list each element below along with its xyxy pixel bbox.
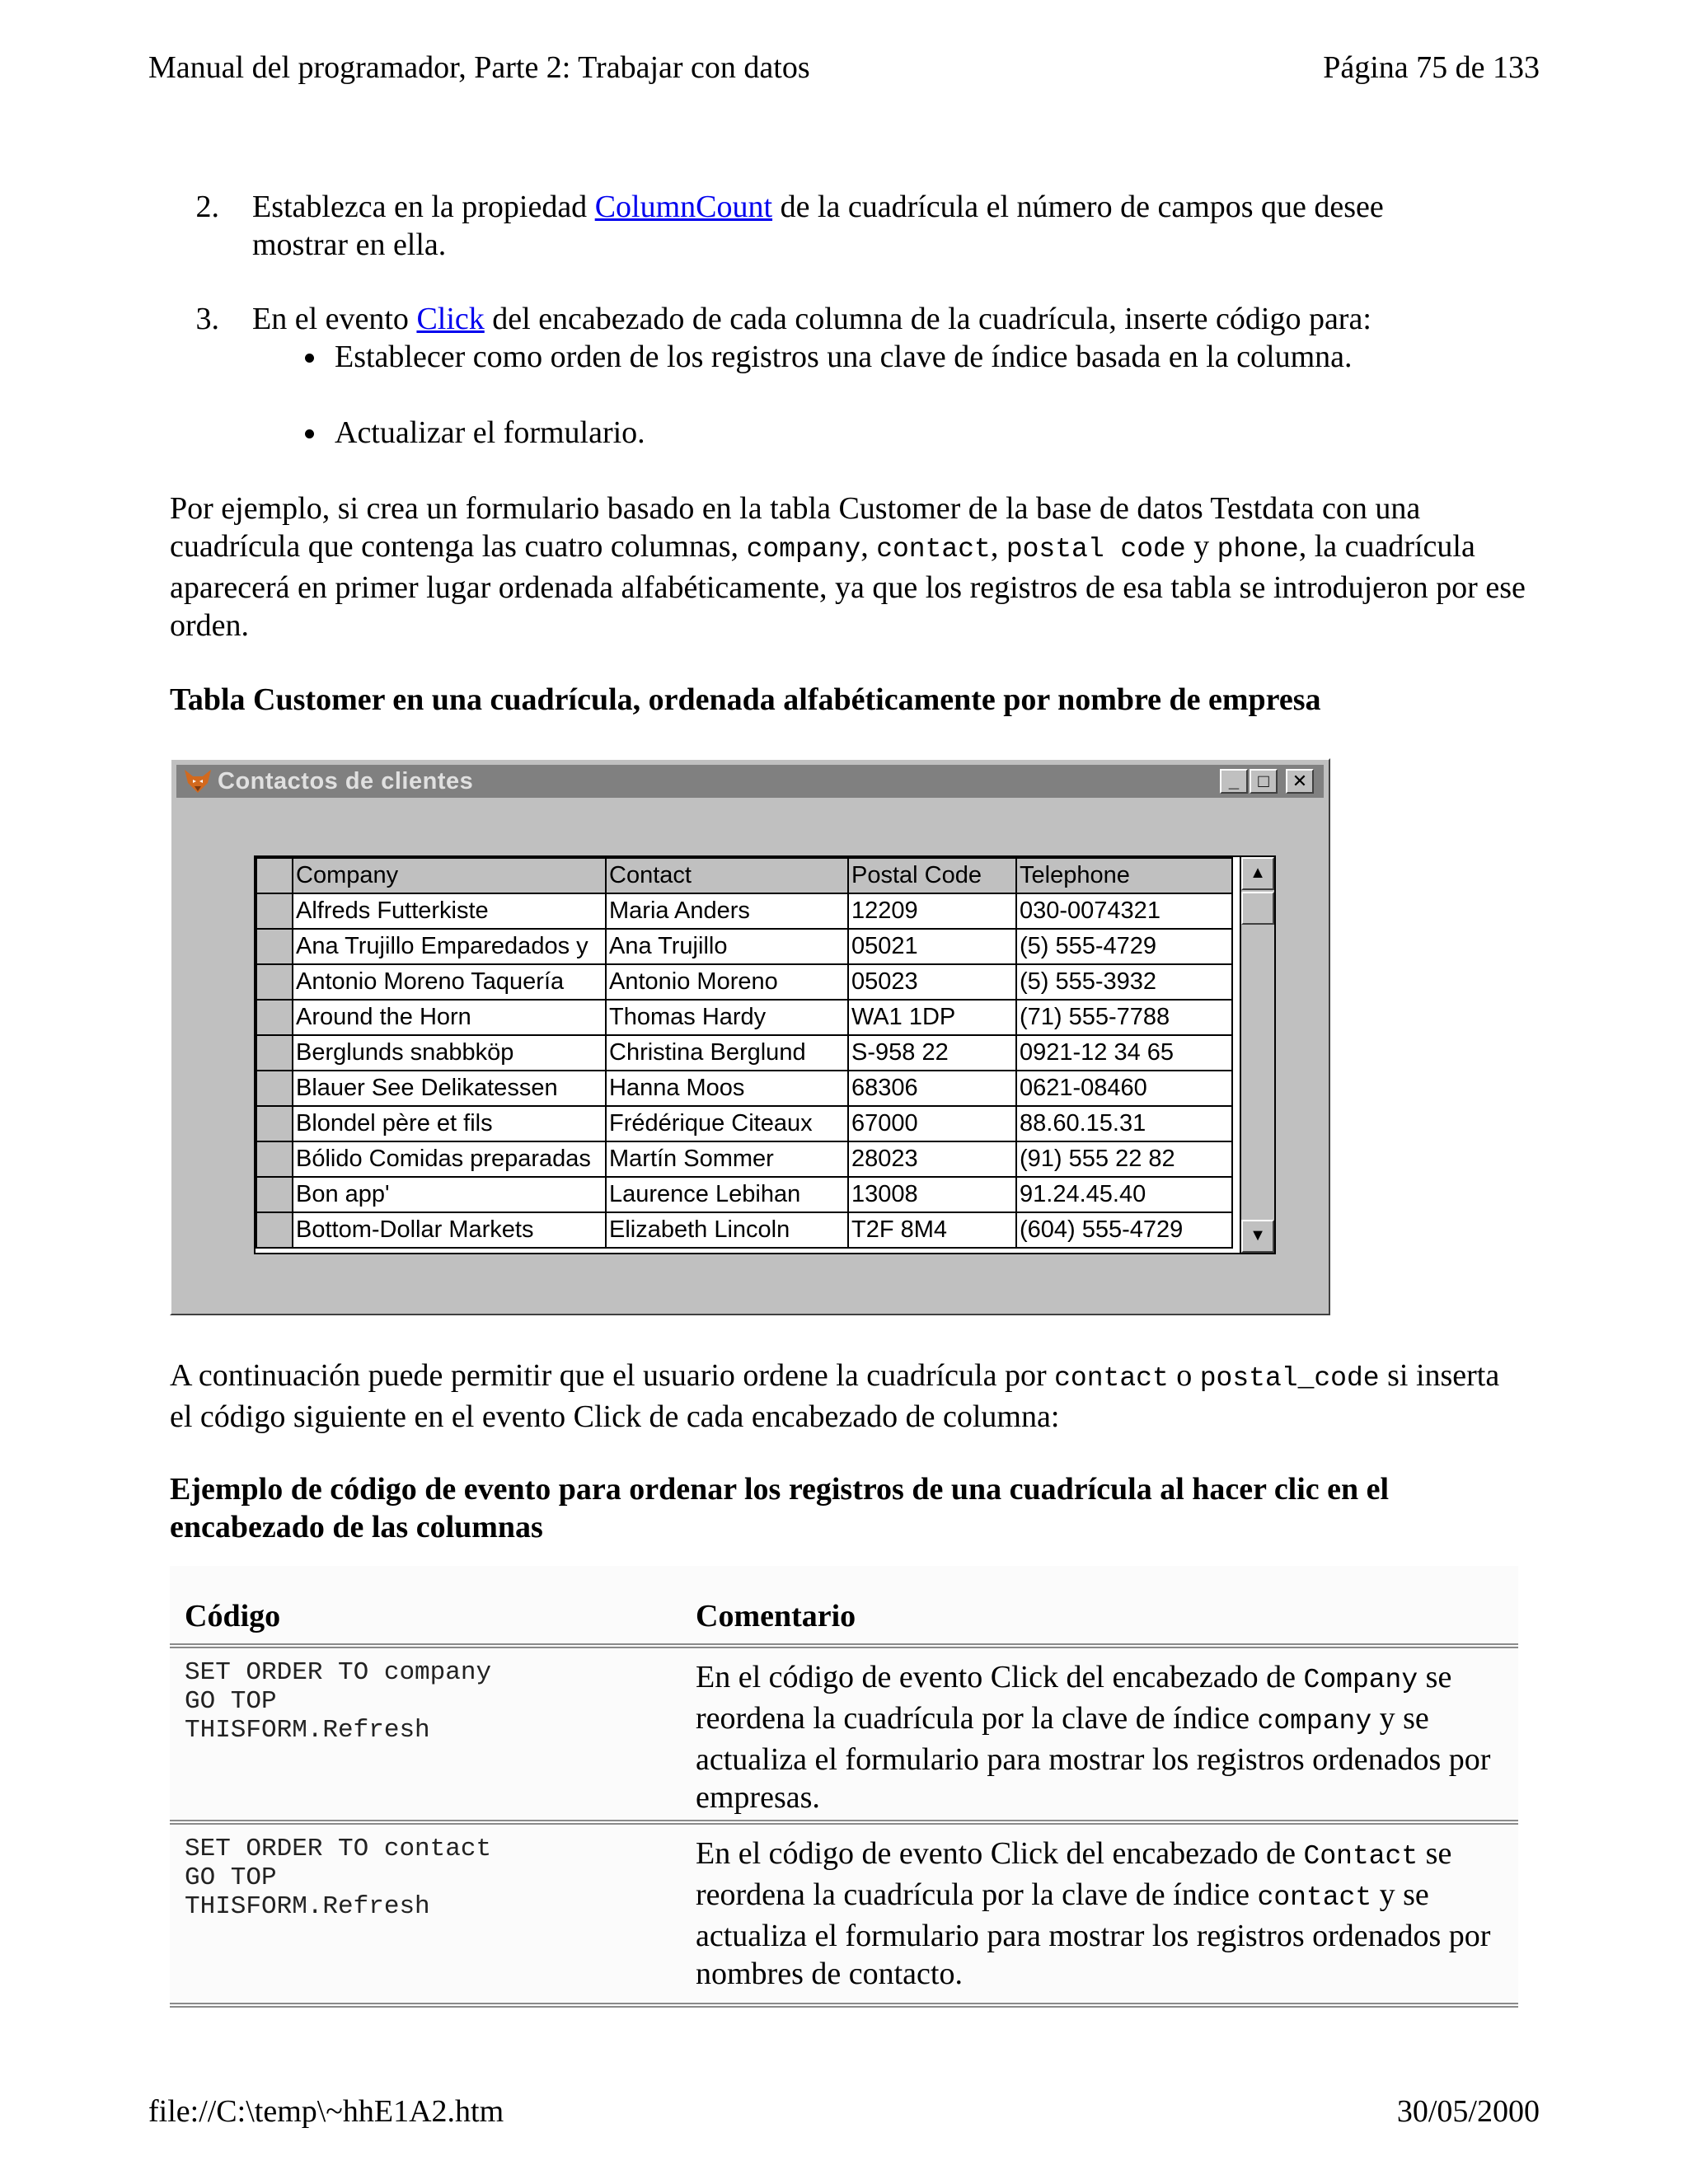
code-comment: En el código de evento Click del encabezado de Company se reordena la cuadrícula por la clave de índice company y se actualiza el formulario para mostrar los registros ordenados por empresas. [696,1660,1491,1815]
code-table-row [170,1825,1518,2008]
cell-company[interactable]: Blauer See Delikatessen [293,1071,606,1106]
cell-telephone[interactable]: 0921-12 34 65 [1016,1035,1232,1071]
cell-telephone[interactable]: 0621-08460 [1016,1071,1232,1106]
row-selector[interactable] [256,1141,293,1177]
grid-row[interactable] [256,1212,1232,1248]
footer-path: file://C:\temp\~hhE1A2.htm [148,2094,504,2129]
cell-contact[interactable]: Hanna Moos [606,1071,848,1106]
close-button[interactable]: ✕ [1286,769,1314,794]
cell-postal-code[interactable]: T2F 8M4 [848,1212,1016,1248]
cell-company[interactable]: Alfreds Futterkiste [293,893,606,929]
bullet-item: Actualizar el formulario. [305,414,1500,452]
cell-contact[interactable]: Thomas Hardy [606,1000,848,1035]
sort-paragraph: A continuación puede permitir que el usuario ordene la cuadrícula por contact o postal_code si inserta el código siguiente en el evento Click de cada encabezado de columna: [170,1358,1500,1434]
grid-row[interactable] [256,929,1232,964]
row-selector[interactable] [256,1071,293,1106]
bullet-dot [305,354,314,363]
cell-contact[interactable]: Laurence Lebihan [606,1177,848,1212]
cell-company[interactable]: Around the Horn [293,1000,606,1035]
cell-company[interactable]: Ana Trujillo Emparedados y [293,929,606,964]
cell-contact[interactable]: Christina Berglund [606,1035,848,1071]
row-selector[interactable] [256,1035,293,1071]
row-selector[interactable] [256,1000,293,1035]
vertical-scrollbar[interactable] [1240,857,1274,1253]
code-table-header [170,1566,1518,1648]
cell-postal-code[interactable]: 28023 [848,1141,1016,1177]
cell-telephone[interactable]: (91) 555 22 82 [1016,1141,1232,1177]
cell-company[interactable]: Bólido Comidas preparadas [293,1141,606,1177]
row-selector[interactable] [256,1177,293,1212]
cell-telephone[interactable]: (5) 555-4729 [1016,929,1232,964]
row-selector[interactable] [256,1106,293,1141]
page-number: Página 75 de 133 [1323,50,1540,85]
cell-contact[interactable]: Frédérique Citeaux [606,1106,848,1141]
row-selector[interactable] [256,893,293,929]
grid-row[interactable] [256,1035,1232,1071]
row-selector[interactable] [256,964,293,1000]
grid-row[interactable] [256,1141,1232,1177]
row-selector[interactable] [256,1212,293,1248]
customer-grid-window [170,758,1330,1315]
cell-telephone[interactable]: (604) 555-4729 [1016,1212,1232,1248]
cell-postal-code[interactable]: 13008 [848,1177,1016,1212]
cell-company[interactable]: Bon app' [293,1177,606,1212]
code-table-row [170,1648,1518,1825]
code-snippet: SET ORDER TO company GO TOP THISFORM.Refresh [185,1658,492,1745]
cell-telephone[interactable]: 91.24.45.40 [1016,1177,1232,1212]
step-text: Establezca en la propiedad ColumnCount de la cuadrícula el número de campos que desee mostrar en ella. [252,190,1384,262]
code-table [170,1566,1518,2008]
bullet-dot [305,429,314,438]
cell-postal-code[interactable]: 12209 [848,893,1016,929]
window-title: Contactos de clientes [218,768,474,794]
grid-row[interactable] [256,1071,1232,1106]
step-3 [186,300,1472,338]
grid-row[interactable] [256,893,1232,929]
cell-company[interactable]: Bottom-Dollar Markets [293,1212,606,1248]
cell-company[interactable]: Antonio Moreno Taquería [293,964,606,1000]
columncount-link[interactable]: ColumnCount [594,190,773,224]
scroll-up-button[interactable]: ▲ [1241,857,1274,890]
cell-company[interactable]: Berglunds snabbköp [293,1035,606,1071]
cell-telephone[interactable]: (71) 555-7788 [1016,1000,1232,1035]
cell-contact[interactable]: Martín Sommer [606,1141,848,1177]
cell-postal-code[interactable]: 68306 [848,1071,1016,1106]
column-header-postal-code[interactable]: Postal Code [848,858,1016,893]
grid-row[interactable] [256,1000,1232,1035]
click-link[interactable]: Click [416,302,485,336]
minimize-button[interactable]: _ [1220,769,1248,794]
code-snippet: SET ORDER TO contact GO TOP THISFORM.Refresh [185,1835,492,1921]
scroll-down-button[interactable]: ▼ [1241,1220,1274,1253]
grid-row[interactable] [256,1106,1232,1141]
row-divider [170,2003,1518,2008]
column-header-telephone[interactable]: Telephone [1016,858,1232,893]
grid-header-row [256,858,1232,893]
header-comentario: Comentario [696,1599,856,1633]
column-header-company[interactable]: Company [293,858,606,893]
cell-telephone[interactable]: 030-0074321 [1016,893,1232,929]
running-header-title: Manual del programador, Parte 2: Trabajar con datos [148,50,810,85]
footer-date: 30/05/2000 [1396,2094,1540,2129]
grid-row[interactable] [256,1177,1232,1212]
cell-telephone[interactable]: 88.60.15.31 [1016,1106,1232,1141]
fox-icon [183,768,213,794]
grid-row[interactable] [256,964,1232,1000]
step-text: En el evento Click del encabezado de cada columna de la cuadrícula, inserte código para: [252,302,1372,336]
maximize-button[interactable]: □ [1250,769,1278,794]
row-selector-header [256,858,293,893]
cell-contact[interactable]: Maria Anders [606,893,848,929]
bullet-item: Establecer como orden de los registros una clave de índice basada en la columna. [305,338,1500,376]
intro-paragraph: Por ejemplo, si crea un formulario basado en la tabla Customer de la base de datos Testdata con una cuadrícula que contenga las cuatro columnas, company, contact, postal code y phone, la cuadrícula aparecerá en primer lugar ordenada alfabéticamente, ya que los registros de esa tabla se introdujeron por ese orden. [170,491,1526,643]
header-codigo: Código [185,1599,281,1633]
cell-contact[interactable]: Ana Trujillo [606,929,848,964]
code-comment: En el código de evento Click del encabezado de Contact se reordena la cuadrícula por la clave de índice contact y se actualiza el formulario para mostrar los registros ordenados por nombres de contacto. [696,1836,1491,1991]
figure-caption: Tabla Customer en una cuadrícula, ordenada alfabéticamente por nombre de empresa [170,682,1321,717]
step-2 [186,188,1472,264]
cell-postal-code[interactable]: 67000 [848,1106,1016,1141]
cell-postal-code[interactable]: 05021 [848,929,1016,964]
cell-telephone[interactable]: (5) 555-3932 [1016,964,1232,1000]
cell-postal-code[interactable]: S-958 22 [848,1035,1016,1071]
customer-grid[interactable] [254,855,1276,1254]
scroll-thumb[interactable] [1241,892,1274,925]
cell-contact[interactable]: Antonio Moreno [606,964,848,1000]
row-selector[interactable] [256,929,293,964]
step-number: 2. [195,190,219,224]
column-header-contact[interactable]: Contact [606,858,848,893]
cell-postal-code[interactable]: 05023 [848,964,1016,1000]
cell-postal-code[interactable]: WA1 1DP [848,1000,1016,1035]
cell-contact[interactable]: Elizabeth Lincoln [606,1212,848,1248]
window-titlebar [176,765,1324,798]
code-caption: Ejemplo de código de evento para ordenar los registros de una cuadrícula al hacer clic en el encabezado de las columnas [170,1472,1390,1544]
step-number: 3. [195,302,219,336]
cell-company[interactable]: Blondel père et fils [293,1106,606,1141]
